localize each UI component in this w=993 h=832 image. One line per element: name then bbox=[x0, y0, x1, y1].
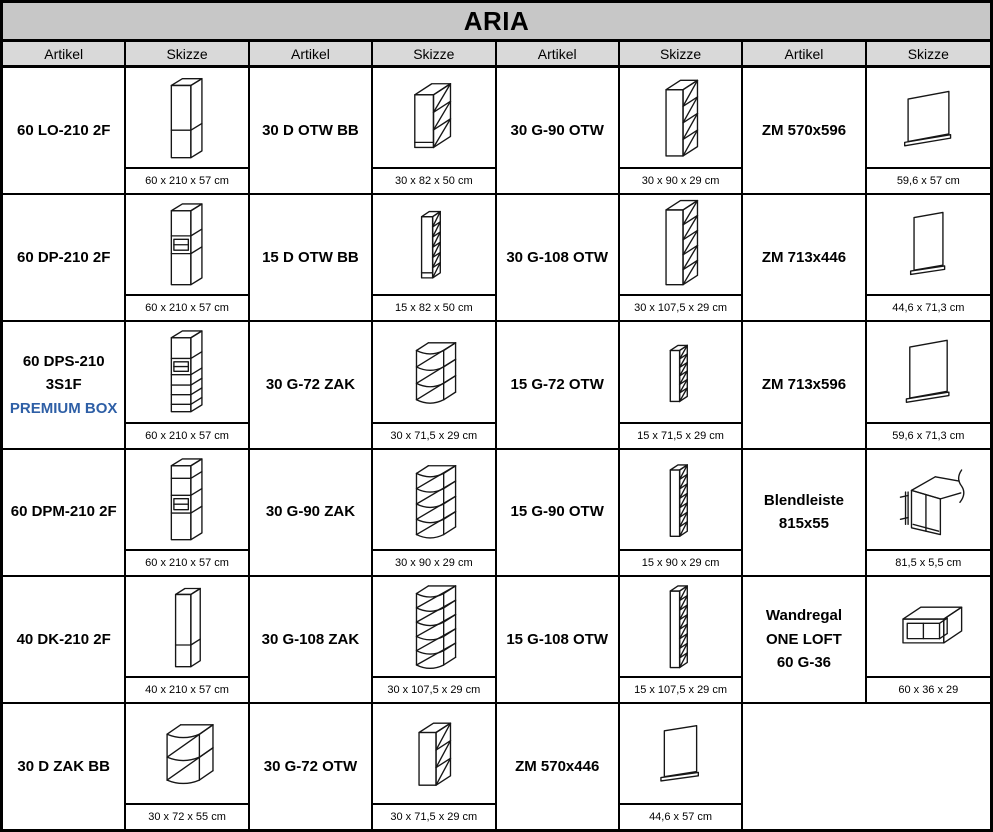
table-row bbox=[3, 577, 990, 704]
skizze-cell bbox=[867, 68, 990, 193]
artikel-label: ZM 570x596 bbox=[761, 121, 847, 139]
dimension-label: 59,6 x 71,3 cm bbox=[892, 429, 965, 442]
narrowOtw8-sketch-drawing bbox=[638, 580, 723, 675]
dimension-label: 30 x 90 x 29 cm bbox=[641, 175, 720, 188]
column-header-artikel: Artikel bbox=[3, 42, 126, 65]
cornerBase2-sketch bbox=[126, 704, 247, 803]
skizze-cell bbox=[373, 577, 496, 702]
tallOven-sketch-drawing bbox=[145, 198, 230, 293]
dimension-strip bbox=[373, 803, 494, 829]
artikel-label: 60 DP-210 2F bbox=[16, 249, 111, 267]
column-header-skizze: Skizze bbox=[373, 42, 496, 65]
tallOvenMid-sketch-drawing bbox=[145, 453, 230, 548]
dimension-strip bbox=[126, 167, 247, 193]
frameBox-sketch bbox=[867, 577, 990, 676]
artikel-label: ZM 570x446 bbox=[515, 757, 600, 775]
tallDrawers-sketch-drawing bbox=[145, 325, 230, 420]
dimension-label: 60 x 210 x 57 cm bbox=[145, 556, 229, 569]
artikel-label: 15 G-90 OTW bbox=[510, 503, 604, 521]
dimension-label: 15 x 107,5 x 29 cm bbox=[634, 683, 728, 696]
dimension-label: 60 x 36 x 29 bbox=[898, 683, 959, 696]
table-row bbox=[3, 195, 990, 322]
column-header-row bbox=[3, 42, 990, 68]
tallOven-sketch bbox=[126, 195, 247, 294]
artikel-label: 815x55 bbox=[778, 515, 829, 533]
shelfOtw3-sketch-drawing bbox=[391, 707, 476, 802]
cornerZak4-sketch bbox=[373, 450, 494, 549]
shelfOtw4-sketch bbox=[620, 68, 741, 167]
table-row bbox=[3, 322, 990, 449]
artikel-cell bbox=[743, 68, 866, 193]
skizze-cell bbox=[126, 195, 249, 320]
artikel-label: 30 G-90 ZAK bbox=[265, 503, 356, 521]
dimension-label: 44,6 x 71,3 cm bbox=[892, 302, 965, 315]
skizze-cell bbox=[867, 195, 990, 320]
skizze-cell bbox=[867, 577, 990, 702]
dimension-strip bbox=[620, 803, 741, 829]
dimension-strip bbox=[126, 549, 247, 575]
dimension-label: 30 x 82 x 50 cm bbox=[394, 175, 473, 188]
dimension-label: 59,6 x 57 cm bbox=[896, 175, 960, 188]
panelLandscape-sketch bbox=[867, 68, 990, 167]
panelPortraitNarrow-sketch bbox=[867, 195, 990, 294]
skizze-cell bbox=[373, 704, 496, 829]
artikel-label: 30 G-72 ZAK bbox=[265, 376, 356, 394]
dimension-label: 30 x 107,5 x 29 cm bbox=[387, 683, 481, 696]
artikel-cell bbox=[743, 577, 866, 702]
empty-cell bbox=[743, 704, 990, 829]
artikel-cell bbox=[3, 450, 126, 575]
artikel-cell bbox=[743, 450, 866, 575]
dimension-strip bbox=[620, 549, 741, 575]
blendleiste-sketch-drawing bbox=[886, 453, 971, 548]
artikel-cell bbox=[250, 68, 373, 193]
panelPortraitWide-sketch bbox=[867, 322, 990, 421]
skizze-cell bbox=[126, 68, 249, 193]
panelPortraitSmall-sketch bbox=[620, 704, 741, 803]
artikel-label: 30 G-72 OTW bbox=[263, 757, 358, 775]
frameBox-sketch-drawing bbox=[886, 580, 971, 675]
artikel-label: Blendleiste bbox=[763, 491, 844, 509]
panelPortraitSmall-sketch-drawing bbox=[638, 707, 723, 802]
dimension-label: 44,6 x 57 cm bbox=[649, 811, 713, 824]
dimension-strip bbox=[373, 167, 494, 193]
table-row bbox=[3, 450, 990, 577]
dimension-label: 15 x 71,5 x 29 cm bbox=[637, 429, 724, 442]
cornerZak3-sketch bbox=[373, 322, 494, 421]
artikel-cell bbox=[497, 68, 620, 193]
dimension-strip bbox=[373, 422, 494, 448]
artikel-label: 60 DPS-210 3S1F bbox=[22, 353, 105, 394]
dimension-label: 30 x 72 x 55 cm bbox=[148, 811, 226, 824]
dimension-strip bbox=[620, 167, 741, 193]
skizze-cell bbox=[373, 195, 496, 320]
narrowOtw6-sketch bbox=[620, 322, 741, 421]
dimension-strip bbox=[126, 676, 247, 702]
artikel-cell bbox=[3, 195, 126, 320]
skizze-cell bbox=[620, 195, 743, 320]
artikel-cell bbox=[497, 577, 620, 702]
artikel-cell bbox=[250, 704, 373, 829]
tall2f-sketch bbox=[126, 68, 247, 167]
artikel-cell bbox=[497, 322, 620, 447]
artikel-cell bbox=[743, 195, 866, 320]
artikel-cell bbox=[250, 322, 373, 447]
dimension-strip bbox=[373, 676, 494, 702]
narrowOtw8-sketch bbox=[620, 577, 741, 676]
dimension-label: 60 x 210 x 57 cm bbox=[145, 429, 229, 442]
dimension-strip bbox=[867, 422, 990, 448]
skizze-cell bbox=[373, 450, 496, 575]
shelfOtw3-sketch bbox=[373, 704, 494, 803]
artikel-label: 15 D OTW BB bbox=[262, 249, 359, 267]
artikel-label: Wandregal bbox=[765, 607, 842, 625]
narrowOtwBB-sketch-drawing bbox=[391, 198, 476, 293]
cornerZak5-sketch bbox=[373, 577, 494, 676]
dimension-label: 40 x 210 x 57 cm bbox=[145, 683, 229, 696]
column-header-skizze: Skizze bbox=[620, 42, 743, 65]
dimension-strip bbox=[373, 294, 494, 320]
column-header-artikel: Artikel bbox=[743, 42, 866, 65]
dimension-label: 60 x 210 x 57 cm bbox=[145, 175, 229, 188]
tall2fNarrow-sketch-drawing bbox=[145, 580, 230, 675]
dimension-strip bbox=[620, 676, 741, 702]
shelfOtw4-sketch-drawing bbox=[638, 71, 723, 166]
table-body bbox=[3, 68, 990, 829]
artikel-label: 30 D ZAK BB bbox=[17, 757, 110, 775]
cornerZak3-sketch-drawing bbox=[391, 325, 476, 420]
skizze-cell bbox=[126, 450, 249, 575]
artikel-cell bbox=[3, 68, 126, 193]
tall2fNarrow-sketch bbox=[126, 577, 247, 676]
skizze-cell bbox=[126, 704, 249, 829]
dimension-label: 30 x 71,5 x 29 cm bbox=[390, 429, 478, 442]
dimension-label: 81,5 x 5,5 cm bbox=[895, 556, 962, 569]
dimension-label: 30 x 107,5 x 29 cm bbox=[634, 302, 728, 315]
artikel-label: PREMIUM BOX bbox=[9, 399, 118, 417]
narrowOtw7-sketch-drawing bbox=[638, 453, 723, 548]
dimension-label: 60 x 210 x 57 cm bbox=[145, 302, 229, 315]
artikel-cell bbox=[3, 704, 126, 829]
dimension-strip bbox=[126, 803, 247, 829]
artikel-cell bbox=[743, 322, 866, 447]
tallDrawers-sketch bbox=[126, 322, 247, 421]
dimension-strip bbox=[373, 549, 494, 575]
shelfOtw5-sketch-drawing bbox=[638, 198, 723, 293]
dimension-strip bbox=[620, 422, 741, 448]
skizze-cell bbox=[620, 68, 743, 193]
baseOtwBB-sketch bbox=[373, 68, 494, 167]
skizze-cell bbox=[620, 322, 743, 447]
skizze-cell bbox=[620, 577, 743, 702]
artikel-label: 60 LO-210 2F bbox=[16, 121, 111, 139]
skizze-cell bbox=[620, 450, 743, 575]
artikel-label: 30 D OTW BB bbox=[262, 121, 359, 139]
cornerZak4-sketch-drawing bbox=[391, 453, 476, 548]
dimension-strip bbox=[867, 676, 990, 702]
column-header-artikel: Artikel bbox=[250, 42, 373, 65]
skizze-cell bbox=[373, 322, 496, 447]
dimension-strip bbox=[126, 294, 247, 320]
narrowOtwBB-sketch bbox=[373, 195, 494, 294]
artikel-cell bbox=[250, 577, 373, 702]
panelLandscape-sketch-drawing bbox=[886, 71, 971, 166]
skizze-cell bbox=[620, 704, 743, 829]
table-row bbox=[3, 704, 990, 829]
dimension-label: 30 x 90 x 29 cm bbox=[394, 556, 473, 569]
narrowOtw6-sketch-drawing bbox=[638, 325, 723, 420]
tall2f-sketch-drawing bbox=[145, 71, 230, 166]
artikel-cell bbox=[250, 195, 373, 320]
artikel-cell bbox=[497, 704, 620, 829]
artikel-label: 30 G-108 OTW bbox=[506, 249, 609, 267]
dimension-label: 15 x 90 x 29 cm bbox=[641, 556, 720, 569]
dimension-strip bbox=[867, 549, 990, 575]
baseOtwBB-sketch-drawing bbox=[391, 71, 476, 166]
artikel-cell bbox=[497, 195, 620, 320]
dimension-strip bbox=[867, 294, 990, 320]
column-header-artikel: Artikel bbox=[497, 42, 620, 65]
artikel-label: 40 DK-210 2F bbox=[16, 630, 111, 648]
dimension-strip bbox=[867, 167, 990, 193]
artikel-label: 30 G-90 OTW bbox=[510, 121, 604, 139]
artikel-cell bbox=[3, 577, 126, 702]
artikel-label: 60 DPM-210 2F bbox=[10, 503, 117, 521]
skizze-cell bbox=[867, 322, 990, 447]
tallOvenMid-sketch bbox=[126, 450, 247, 549]
artikel-label: 30 G-108 ZAK bbox=[261, 630, 360, 648]
artikel-label: 15 G-108 OTW bbox=[506, 630, 609, 648]
table-row bbox=[3, 68, 990, 195]
cornerZak5-sketch-drawing bbox=[391, 580, 476, 675]
catalog-title: ARIA bbox=[3, 3, 990, 42]
dimension-label: 15 x 82 x 50 cm bbox=[394, 302, 473, 315]
artikel-label: 60 G-36 bbox=[776, 653, 832, 671]
dimension-strip bbox=[620, 294, 741, 320]
skizze-cell bbox=[126, 577, 249, 702]
artikel-label: ZM 713x446 bbox=[761, 249, 847, 267]
artikel-label: 15 G-72 OTW bbox=[510, 376, 604, 394]
skizze-cell bbox=[867, 450, 990, 575]
artikel-label: ONE LOFT bbox=[766, 630, 842, 648]
dimension-strip bbox=[126, 422, 247, 448]
artikel-cell bbox=[3, 322, 126, 447]
artikel-cell bbox=[250, 450, 373, 575]
dimension-label: 30 x 71,5 x 29 cm bbox=[390, 811, 478, 824]
panelPortraitWide-sketch-drawing bbox=[886, 325, 971, 420]
narrowOtw7-sketch bbox=[620, 450, 741, 549]
artikel-cell bbox=[497, 450, 620, 575]
skizze-cell bbox=[126, 322, 249, 447]
blendleiste-sketch bbox=[867, 450, 990, 549]
skizze-cell bbox=[373, 68, 496, 193]
panelPortraitNarrow-sketch-drawing bbox=[886, 198, 971, 293]
column-header-skizze: Skizze bbox=[907, 45, 949, 62]
cornerBase2-sketch-drawing bbox=[145, 707, 230, 802]
artikel-label: ZM 713x596 bbox=[761, 376, 847, 394]
column-header-skizze: Skizze bbox=[126, 42, 249, 65]
shelfOtw5-sketch bbox=[620, 195, 741, 294]
